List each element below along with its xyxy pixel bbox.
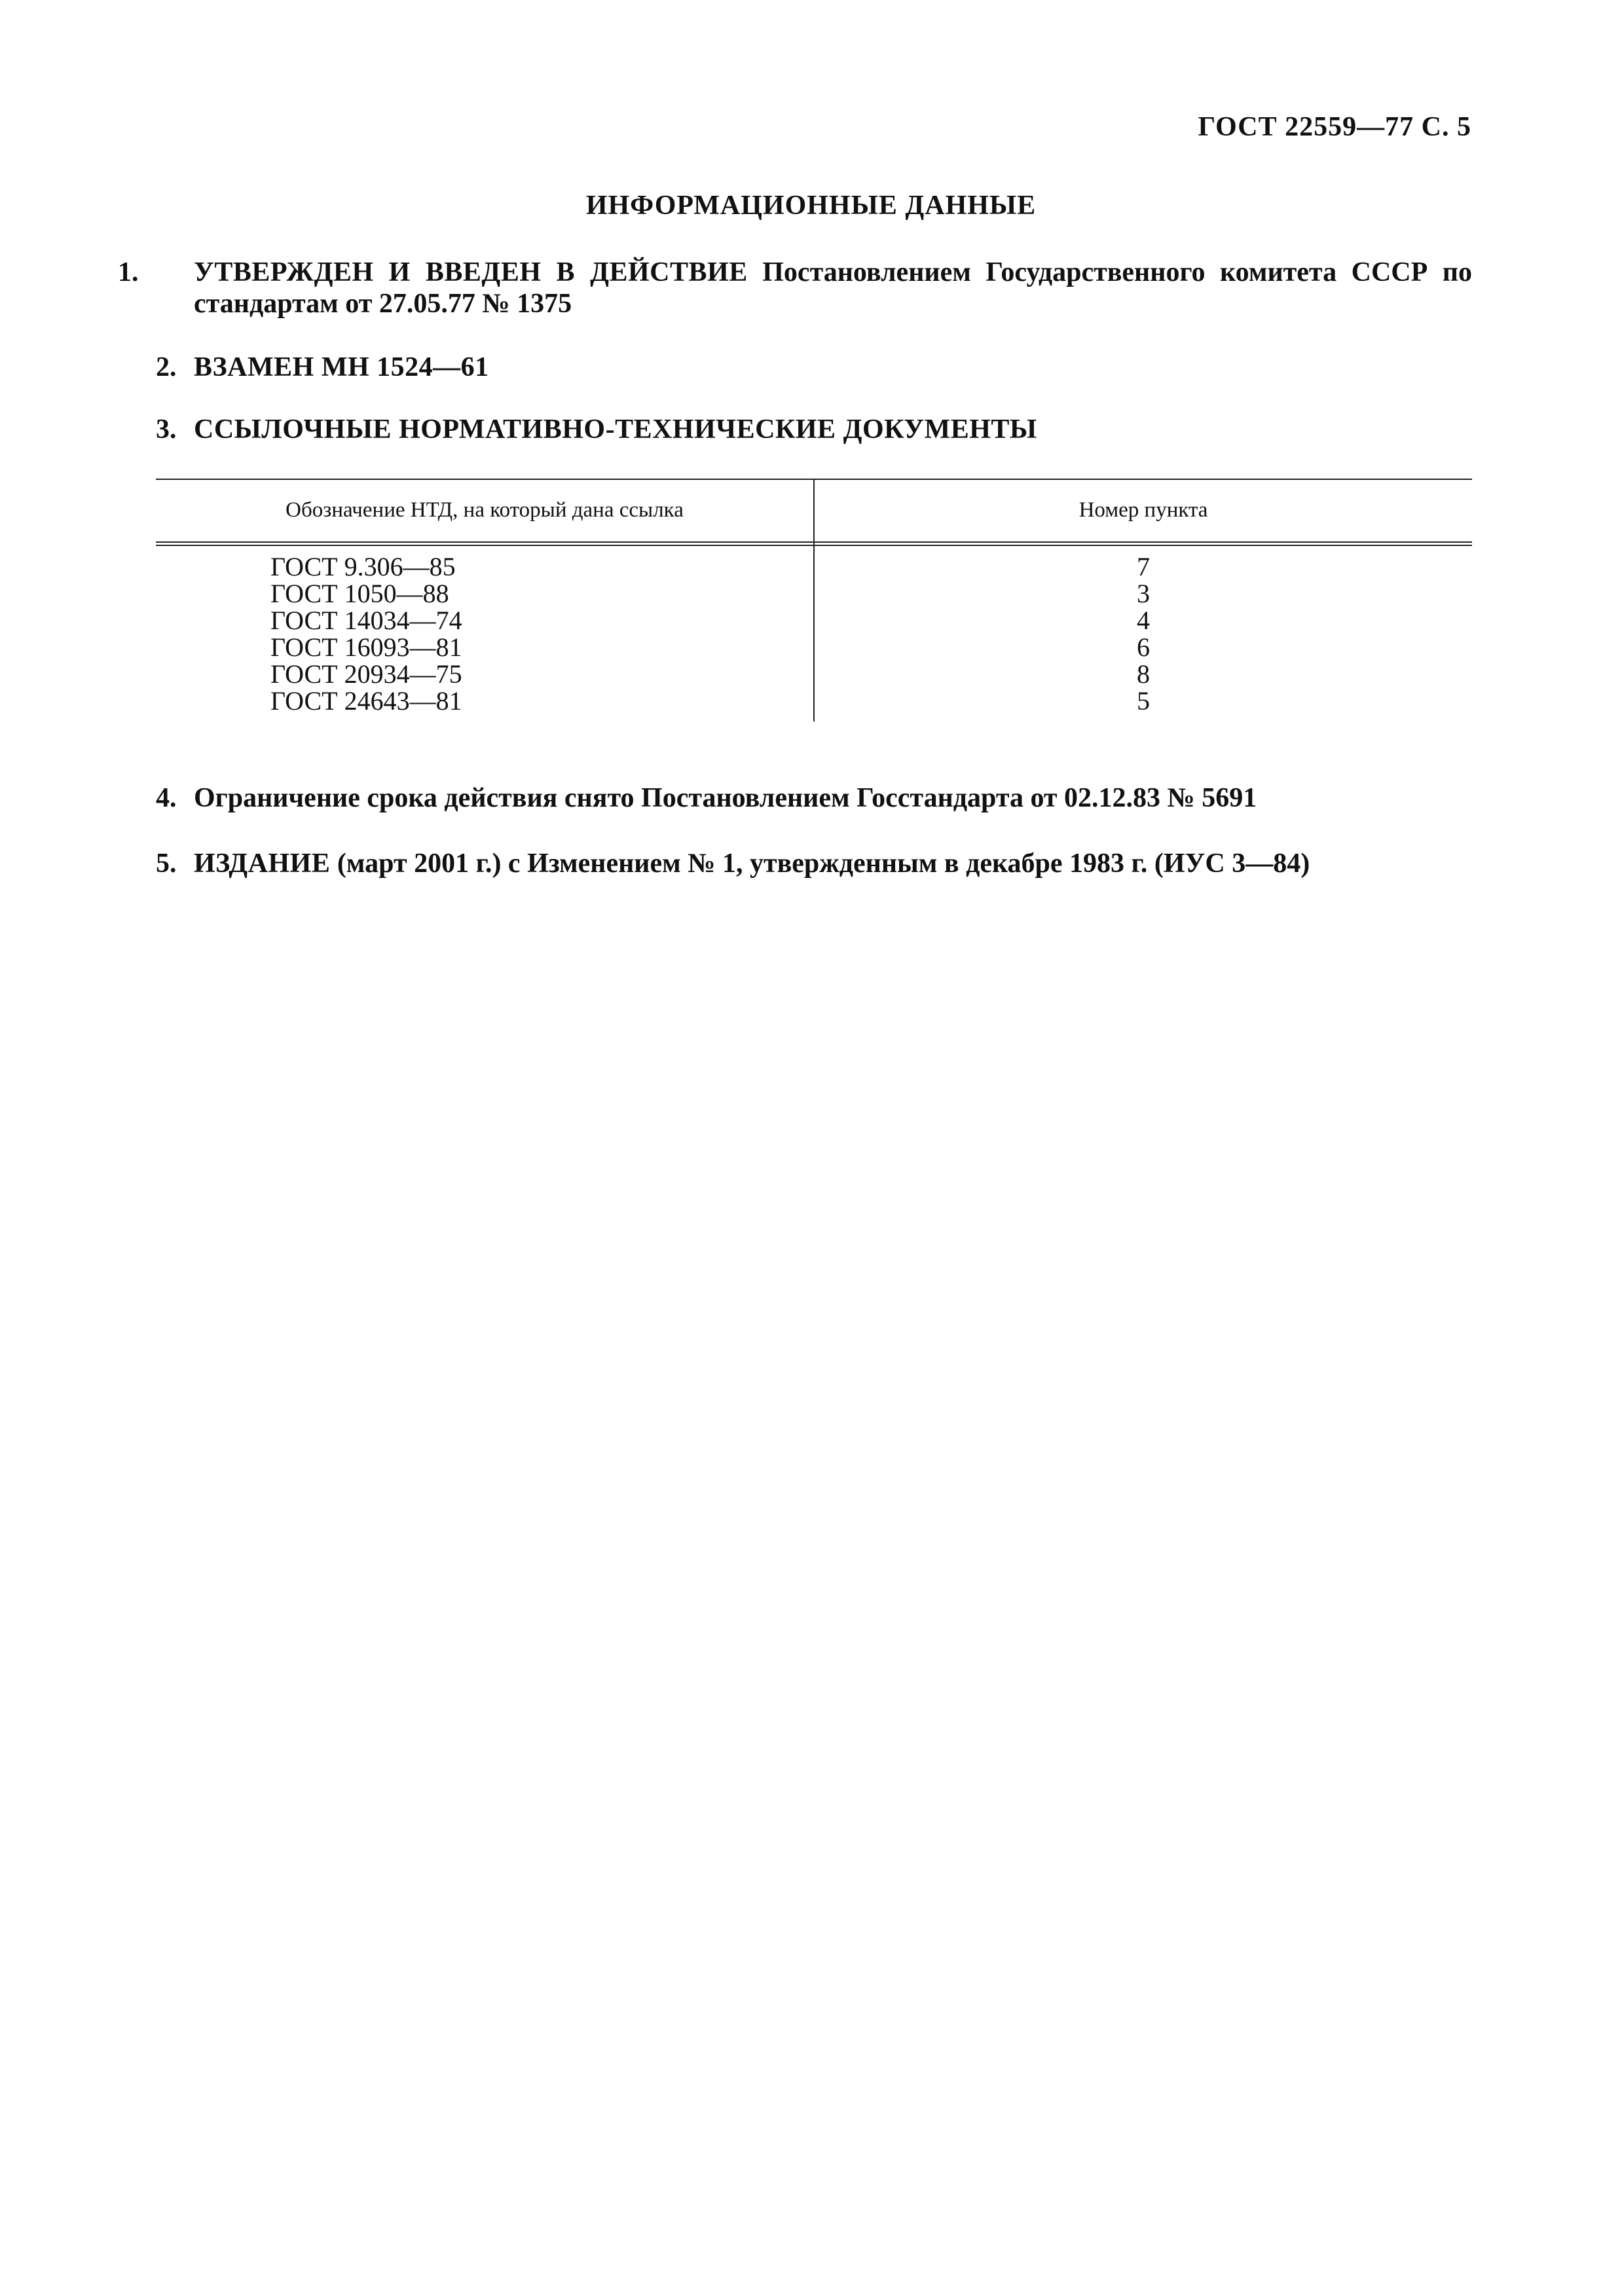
table-cell-clause-number: 4: [1137, 606, 1150, 635]
table-cell-clause-number: 3: [1137, 579, 1150, 608]
page-header-reference: ГОСТ 22559—77 С. 5: [1198, 112, 1471, 142]
table-cell-designation: ГОСТ 20934—75: [270, 659, 462, 689]
table-header-clause-number: Номер пункта: [1078, 498, 1208, 522]
table-header-rule: [156, 545, 1472, 546]
info-item-2: [156, 352, 1472, 383]
table-cell-designation: ГОСТ 1050—88: [270, 579, 449, 608]
reference-documents-table: [156, 479, 1472, 721]
item-text: Ограничение срока действия снято Постановлением Госстандарта от 02.12.83 № 5691: [194, 783, 1257, 813]
table-cell-designation: ГОСТ 14034—74: [270, 606, 462, 635]
item-number: 1.: [118, 257, 139, 287]
table-header-designation: Обозначение НТД, на который дана ссылка: [286, 498, 684, 522]
item-number: 2.: [156, 352, 177, 382]
item-number: 5.: [156, 848, 177, 879]
item-caps-text: ИЗДАНИЕ: [194, 848, 331, 879]
table-cell-clause-number: 6: [1137, 632, 1150, 662]
item-text: Постановлением Государственного комитета СССР по стандартам от 27.05.77 № 1375: [194, 257, 1472, 319]
table-cell-designation: ГОСТ 16093—81: [270, 632, 462, 662]
item-caps-text: ВЗАМЕН МН 1524—61: [194, 352, 489, 382]
table-cell-designation: ГОСТ 9.306—85: [270, 552, 456, 581]
item-number: 4.: [156, 783, 177, 813]
table-column-designations: [270, 553, 462, 714]
table-column-clause-numbers: [815, 553, 1472, 714]
table-cell-clause-number: 7: [1137, 552, 1150, 581]
item-number: 3.: [156, 414, 177, 445]
table-header-rule: [156, 541, 1472, 543]
table-cell-clause-number: 8: [1137, 659, 1150, 689]
page-title: ИНФОРМАЦИОННЫЕ ДАННЫЕ: [585, 191, 1037, 221]
table-cell-clause-number: 5: [1137, 686, 1150, 716]
item-caps-text: УТВЕРЖДЕН И ВВЕДЕН В ДЕЙСТВИЕ: [194, 257, 748, 287]
info-item-4: [156, 782, 1472, 814]
table-cell-designation: ГОСТ 24643—81: [270, 686, 462, 716]
item-text: (март 2001 г.) с Изменением № 1, утвержденным в декабре 1983 г. (ИУС 3—84): [330, 848, 1310, 879]
info-item-1: [118, 257, 1472, 319]
info-item-3: [156, 414, 1472, 445]
item-caps-text: ССЫЛОЧНЫЕ НОРМАТИВНО-ТЕХНИЧЕСКИЕ ДОКУМЕНТЫ: [194, 414, 1037, 445]
info-item-5: [156, 848, 1472, 879]
